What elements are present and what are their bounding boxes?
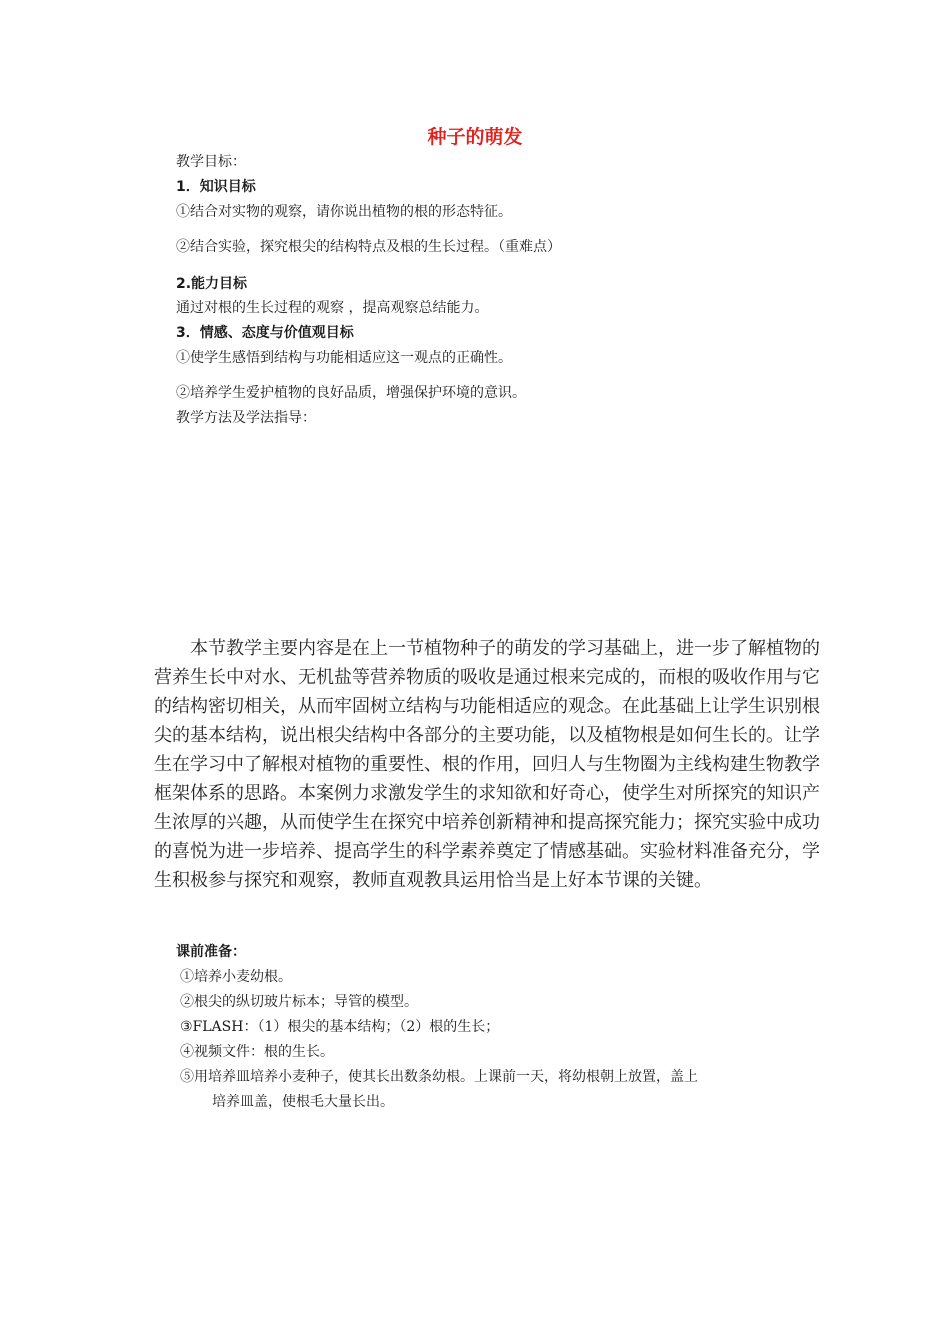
emotion-item-2: ②培养学生爱护植物的良好品质，增强保护环境的意识。 xyxy=(176,385,526,401)
preparation-item-5-continued: 培养皿盖，使根毛大量长出。 xyxy=(212,1094,394,1110)
preparation-item-2: ②根尖的纵切玻片标本；导管的模型。 xyxy=(180,994,418,1010)
objectives-heading: 教学目标： xyxy=(176,154,246,170)
knowledge-heading: 1．知识目标 xyxy=(176,179,256,195)
preparation-heading: 课前准备： xyxy=(176,944,246,960)
emotion-heading: 3．情感、态度与价值观目标 xyxy=(176,325,354,341)
ability-heading: 2.能力目标 xyxy=(176,276,248,292)
preparation-item-3: ③FLASH：（1）根尖的基本结构；（2）根的生长； xyxy=(180,1019,500,1035)
preparation-item-1: ①培养小麦幼根。 xyxy=(180,969,292,985)
page-title: 种子的萌发 xyxy=(427,126,523,148)
overview-paragraph: 本节教学主要内容是在上一节植物种子的萌发的学习基础上，进一步了解植物的营养生长中对水、无机盐等营养物质的吸收是通过根来完成的，而根的吸收作用与它的结构密切相关，从而牢固树立结构与功能相适应的观念。在此基础上让学生识别根尖的基本结构，说出根尖结构中各部分的主要功能，以及植物根是如何生长的。让学生在学习中了解根对植物的重要性、根的作用，回归人与生物圈为主线构建生物教学框架体系的思路。本案例力求激发学生的求知欲和好奇心，使学生对所探究的知识产生浓厚的兴趣，从而使学生在探究中培养创新精神和提高探究能力；探究实验中成功的喜悦为进一步培养、提高学生的科学素养奠定了情感基础。实验材料准备充分，学生积极参与探究和观察，教师直观教具运用恰当是上好本节课的关键。 xyxy=(154,638,820,891)
emotion-item-1: ①使学生感悟到结构与功能相适应这一观点的正确性。 xyxy=(176,350,512,366)
method-heading: 教学方法及学法指导： xyxy=(176,410,316,426)
knowledge-item-1: ①结合对实物的观察，请你说出植物的根的形态特征。 xyxy=(176,204,512,220)
knowledge-item-2: ②结合实验，探究根尖的结构特点及根的生长过程。（重难点） xyxy=(176,239,561,255)
ability-text: 通过对根的生长过程的观察 ，提高观察总结能力。 xyxy=(176,300,489,316)
preparation-item-4: ④视频文件：根的生长。 xyxy=(180,1044,334,1060)
preparation-item-5: ⑤用培养皿培养小麦种子，使其长出数条幼根。上课前一天，将幼根朝上放置，盖上 xyxy=(180,1069,698,1085)
